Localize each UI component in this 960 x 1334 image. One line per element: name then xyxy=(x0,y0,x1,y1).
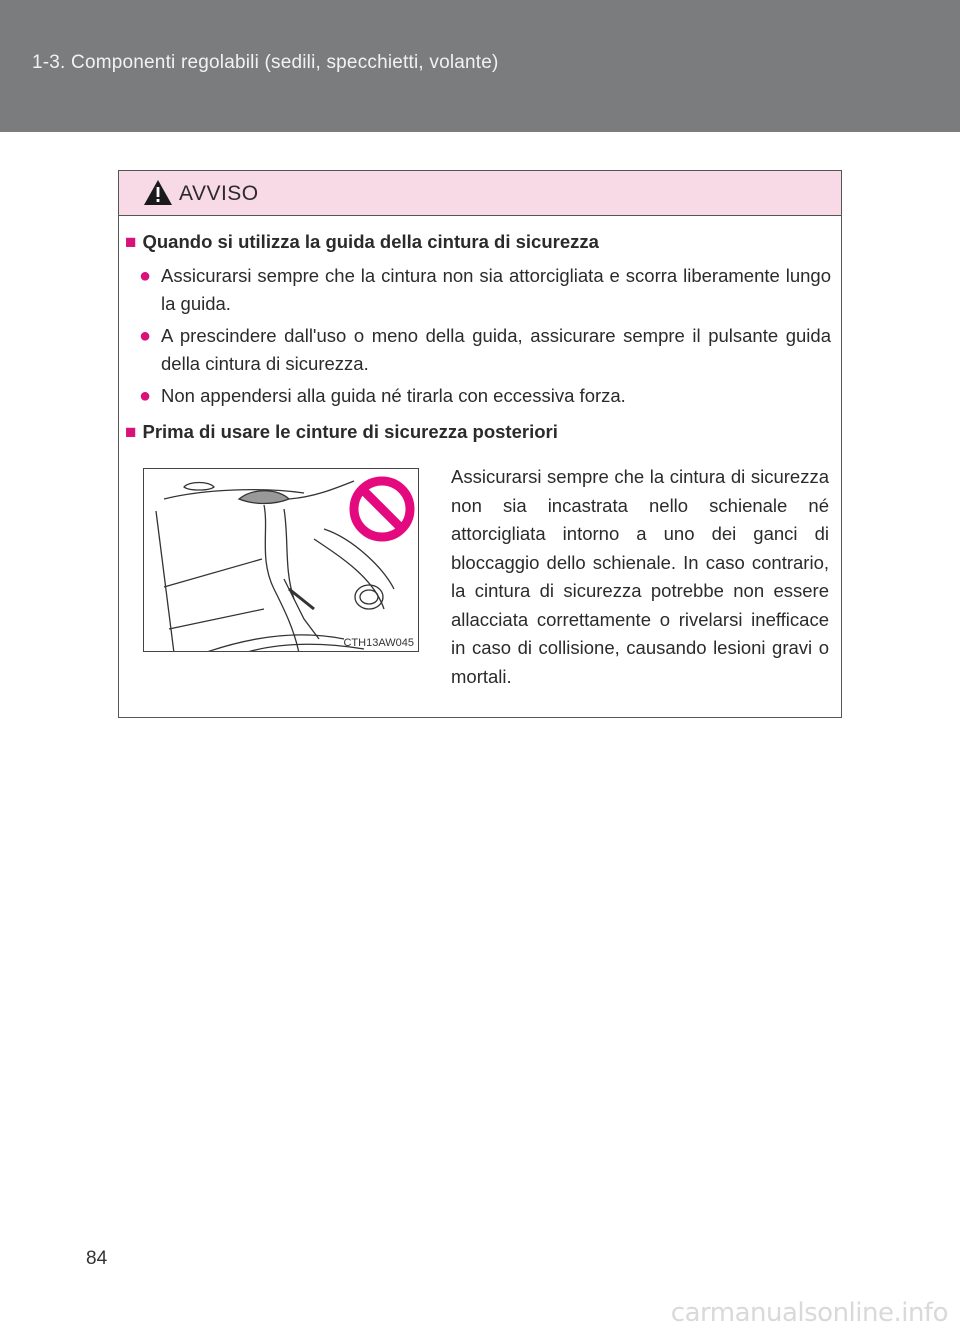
footer-watermark: carmanualsonline.info xyxy=(670,1298,948,1328)
warning-box xyxy=(118,170,842,718)
page-header xyxy=(0,0,960,132)
square-bullet-icon: ■ xyxy=(125,232,137,253)
heading-text: Quando si utilizza la guida della cintura di sicurezza xyxy=(142,231,599,252)
seat-belt-drawing xyxy=(144,469,419,652)
rear-belt-warning-text: Assicurarsi sempre che la cintura di sicurezza non sia incastrata nello schienale né attorcigliata intorno a uno dei ganci di bloccaggio dello schienale. In caso contrario, la cintura di sicurezza potrebbe non essere allacciata correttamente o rivelarsi inefficace in caso di collisione, causando lesioni gravi o mortali. xyxy=(451,466,829,687)
heading-text: Prima di usare le cinture di sicurezza posteriori xyxy=(142,421,558,442)
list-item xyxy=(139,322,831,378)
section-title: 1-3. Componenti regolabili (sedili, specchietti, volante) xyxy=(32,52,499,73)
warning-header xyxy=(119,171,841,216)
list-item xyxy=(139,262,831,318)
list-item xyxy=(139,382,831,410)
prohibition-icon xyxy=(354,481,410,537)
warning-triangle-icon xyxy=(143,179,173,206)
section-heading-rear-belts xyxy=(125,421,558,444)
circle-bullet-icon: ● xyxy=(139,265,152,287)
bullet-text: A prescindere dall'uso o meno della guida, assicurare sempre il pulsante guida della cintura di sicurezza. xyxy=(161,325,831,374)
section-heading-belt-guide xyxy=(125,231,599,254)
circle-bullet-icon: ● xyxy=(139,385,152,407)
rear-seat-illustration xyxy=(143,468,419,652)
square-bullet-icon: ■ xyxy=(125,422,137,443)
circle-bullet-icon: ● xyxy=(139,325,152,347)
warning-title: AVVISO xyxy=(179,182,259,205)
bullet-text: Assicurarsi sempre che la cintura non sia attorcigliata e scorra liberamente lungo la guida. xyxy=(161,265,831,314)
bullet-text: Non appendersi alla guida né tirarla con eccessiva forza. xyxy=(161,385,626,406)
figure-caption: CTH13AW045 xyxy=(343,637,414,649)
page-number: 84 xyxy=(86,1248,108,1269)
